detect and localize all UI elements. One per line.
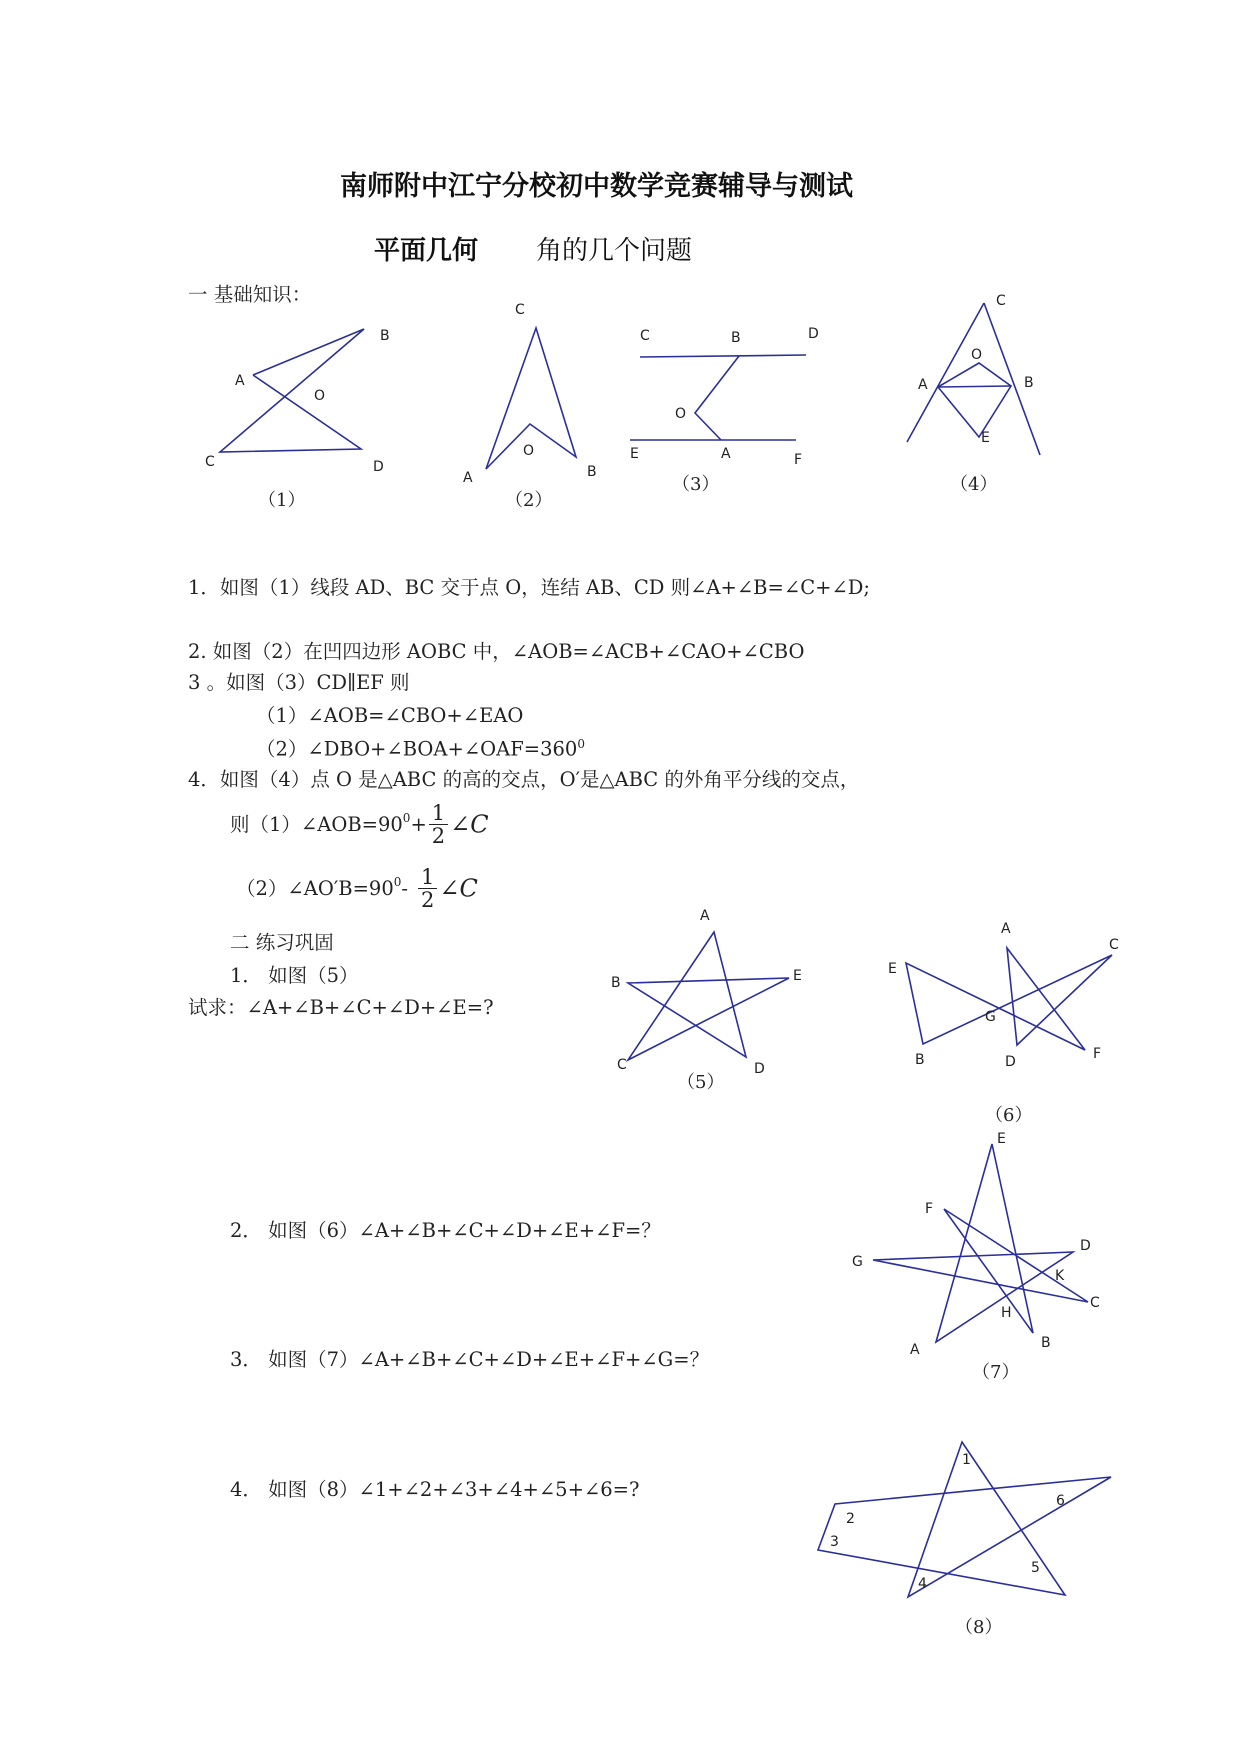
degree-sup: 0 [402,811,411,826]
fig3-label-e: E [630,446,639,462]
fig1-label-b: B [380,328,390,344]
fig7-label-g: G [852,1254,863,1270]
figure-6-caption: （6） [985,1105,1033,1126]
fig3-label-c: C [640,328,650,344]
item-4-1-text: 则（1）∠AOB=90 [230,812,403,836]
angle-c: ∠C [450,810,489,839]
fig2-label-b: B [587,464,597,480]
section-subtitle: 平面几何 [374,236,479,266]
fig8-label-4: 4 [918,1576,927,1592]
practice-q2: 2． 如图（6）∠A+∠B+∠C+∠D+∠E+∠F=？ [230,1219,661,1242]
fig4-label-b: B [1024,375,1034,391]
fig7-label-f: F [925,1201,934,1217]
item-4-2-text: （2）∠AO′B=90 [236,876,394,900]
basics-item-4: 4．如图（4）点 O 是△ABC 的高的交点，O′是△ABC 的外角平分线的交点， [188,768,860,791]
fig8-label-6: 6 [1056,1493,1065,1509]
figure-2-caption: （2） [505,490,553,511]
fig7-label-b: B [1041,1335,1051,1351]
fig2-label-c: C [515,302,525,318]
fraction-denominator: 2 [431,824,446,849]
fig4-label-c: C [996,293,1006,309]
fig1-label-d: D [373,459,384,475]
degree-sup: 0 [577,737,585,751]
fig4-label-e: E [981,430,990,446]
fig3-label-b: B [731,330,741,346]
fig8-label-3: 3 [830,1534,839,1550]
plus-sign: + [410,812,427,836]
fig2-label-a: A [463,470,473,486]
basics-item-3-2-text: （2）∠DBO+∠BOA+∠OAF=360 [256,737,578,761]
fig8-label-2: 2 [846,1511,855,1527]
fig6-label-b: B [915,1052,925,1068]
basics-item-3: 3 。如图（3）CD∥EF 则 [188,671,410,694]
fig5-label-c: C [617,1057,627,1073]
practice-q3: 3． 如图（7）∠A+∠B+∠C+∠D+∠E+∠F+∠G=？ [230,1348,710,1371]
fig6-label-a: A [1001,921,1011,937]
fig2-label-o: O [523,443,535,459]
basics-heading: 一 基础知识： [188,283,312,306]
fig6-label-g: G [985,1009,996,1025]
fig5-label-b: B [611,975,621,991]
page-title: 南师附中江宁分校初中数学竞赛辅导与测试 [340,171,853,202]
fig7-label-h: H [1001,1305,1012,1321]
fig3-label-d: D [808,326,819,342]
fig7-label-k: K [1055,1268,1065,1284]
fig4-label-o: O [971,347,983,363]
minus-sign: - [401,876,408,900]
fig1-label-a: A [235,373,245,389]
practice-q1-b: 试求：∠A+∠B+∠C+∠D+∠E=? [188,996,494,1019]
fig6-label-c: C [1109,937,1119,953]
fig1-label-o: O [314,388,326,404]
practice-q1-a: 1． 如图（5） [230,964,359,987]
basics-item-1: 1．如图（1）线段 AD、BC 交于点 O，连结 AB、CD 则∠A+∠B=∠C+∠D; [188,576,870,599]
fig6-label-e: E [888,961,897,977]
fraction-numerator: 1 [418,866,437,889]
figure-8-caption: （8） [955,1617,1003,1638]
fig3-label-o: O [675,406,687,422]
fraction-numerator: 1 [429,802,448,825]
degree-sup: 0 [393,875,402,890]
figure-4-caption: （4） [950,474,998,495]
fig8-label-5: 5 [1031,1560,1040,1576]
fig7-label-c: C [1090,1295,1100,1311]
basics-item-2: 2. 如图（2）在凹四边形 AOBC 中，∠AOB=∠ACB+∠CAO+∠CBO [188,640,805,663]
fig3-label-a: A [721,446,731,462]
fig7-label-d: D [1080,1238,1091,1254]
fig6-label-f: F [1093,1046,1102,1062]
practice-heading: 二 练习巩固 [230,931,334,954]
fig4-label-a: A [918,377,928,393]
angle-c: ∠C [439,874,478,903]
fig1-label-c: C [205,454,215,470]
topic-subtitle: 角的几个问题 [536,236,693,266]
figure-5-caption: （5） [677,1072,725,1093]
figure-7-caption: （7） [972,1362,1020,1383]
fig8-label-1: 1 [962,1452,971,1468]
figure-3-caption: （3） [672,474,720,495]
practice-q4: 4． 如图（8）∠1+∠2+∠3+∠4+∠5+∠6=? [230,1478,640,1501]
fig5-label-a: A [700,908,710,924]
fig7-label-a: A [910,1342,920,1358]
fig7-label-e: E [997,1131,1006,1147]
fig6-label-d: D [1005,1054,1016,1070]
fig5-label-e: E [793,968,802,984]
fraction-denominator: 2 [420,888,435,913]
fig5-label-d: D [754,1061,765,1077]
fig3-label-f: F [794,452,803,468]
basics-item-3-1: （1）∠AOB=∠CBO+∠EAO [256,704,524,727]
figure-1-caption: （1） [258,490,306,511]
